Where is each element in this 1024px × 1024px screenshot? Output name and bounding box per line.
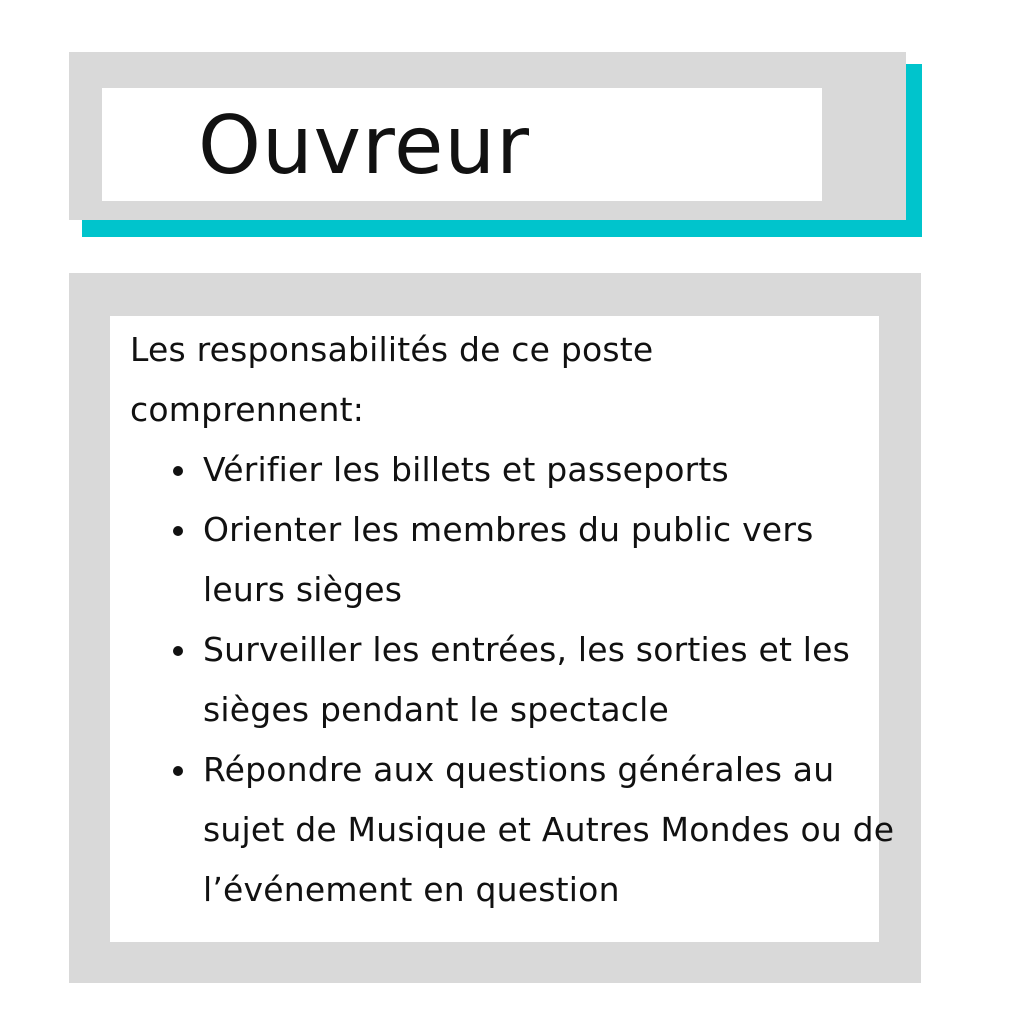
list-item (130, 500, 900, 620)
list-item-text: Orienter les membres du public vers leurs sièges (203, 510, 814, 609)
page-title: Ouvreur (198, 99, 530, 192)
bullet-icon (173, 466, 183, 476)
list-item (130, 620, 900, 740)
bullet-icon (173, 526, 183, 536)
list-item-text: Vérifier les billets et passeports (203, 450, 729, 489)
responsibilities-list (130, 440, 900, 920)
bullet-icon (173, 766, 183, 776)
list-item (130, 740, 900, 920)
intro-text: Les responsabilités de ce poste comprennent: (130, 330, 654, 429)
responsibilities-section (130, 320, 900, 920)
list-item-text: Surveiller les entrées, les sorties et les sièges pendant le spectacle (203, 630, 851, 729)
list-item (130, 440, 900, 500)
list-item-text: Répondre aux questions générales au sujet de Musique et Autres Mondes ou de l’événement en question (203, 750, 895, 909)
bullet-icon (173, 646, 183, 656)
